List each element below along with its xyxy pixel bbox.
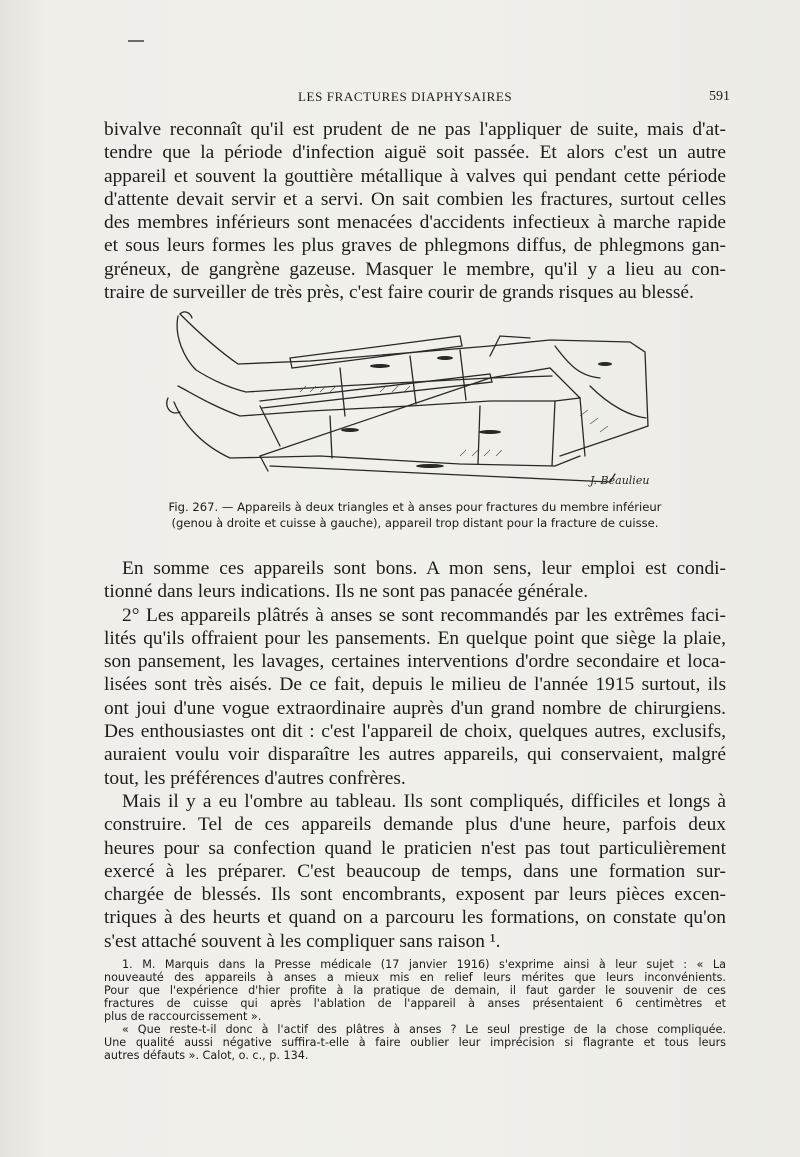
text-line: bivalve reconnaît qu'il est prudent de ne pas l'appliquer de suite, mais d'at- xyxy=(104,119,726,140)
artist-signature: J. Beaulieu xyxy=(590,474,650,487)
footnote-line: Pour que l'expérience d'hier profite à la pratique de demain, il faut garder le souvenir de ces xyxy=(104,984,726,997)
splint-drawing xyxy=(160,306,665,496)
footnote-line: Une qualité aussi négative suffira-t-elle à faire oublier leur imprécision si flagrante et tous leurs xyxy=(104,1036,726,1049)
text-line: exercé à les préparer. C'est beaucoup de temps, dans une formation sur- xyxy=(104,860,726,882)
page-number: 591 xyxy=(709,89,730,104)
text-line: et sous leurs formes les plus graves de phlegmons diffus, de phlegmons gan- xyxy=(104,235,726,257)
text-line: tendre que la période d'infection aiguë soit passée. Et alors c'est un autre xyxy=(104,142,726,164)
text-line: En somme ces appareils sont bons. A mon sens, leur emploi est condi- xyxy=(122,558,726,579)
text-line: Mais il y a eu l'ombre au tableau. Ils sont compliqués, difficiles et longs à xyxy=(122,790,726,812)
running-head xyxy=(100,89,730,111)
footnote-line: plus de raccourcissement ». xyxy=(104,1010,262,1023)
text-line: tionné dans leurs indications. Ils ne sont pas panacée générale. xyxy=(104,581,589,603)
text-line: d'attente devait servir et a servi. On sait combien les fractures, surtout celles xyxy=(104,188,726,210)
text-line: chargée de blessés. Ils sont encombrants, exposent par leurs pièces excen- xyxy=(104,884,726,906)
paragraph-block-top xyxy=(104,118,726,304)
footnote-line: autres défauts ». Calot, o. c., p. 134. xyxy=(104,1049,309,1062)
caption-line: (genou à droite et cuisse à gauche), appareil trop distant pour la fracture de cuisse. xyxy=(171,516,659,530)
figure-leg-splint-illustration xyxy=(160,306,665,496)
text-line: gréneux, de gangrène gazeuse. Masquer le membre, qu'il y a lieu au con- xyxy=(104,258,726,280)
text-line: tout, les préférences d'autres confrères. xyxy=(104,767,406,789)
text-line: traire de surveiller de très près, c'est faire courir de grands risques au blessé. xyxy=(104,282,694,304)
text-line: lités qu'ils offraient pour les pansements. En quelque point que siège la plaie, xyxy=(104,627,726,649)
footnotes xyxy=(104,958,726,1062)
text-line: Des enthousiastes ont dit : c'est l'appareil de choix, quelques autres, exclusifs, xyxy=(104,721,726,743)
caption-line: Fig. 267. — Appareils à deux triangles et à anses pour fractures du membre inférieur xyxy=(168,500,662,514)
footnote-line: 1. M. Marquis dans la Presse médicale (17 janvier 1916) s'exprime ainsi à leur sujet : « La xyxy=(122,958,726,971)
footnote-line: nouveauté des appareils à anses a mieux mis en relief leurs mérites que leurs inconvénients. xyxy=(104,971,726,984)
text-line: s'est attaché souvent à les compliquer sans raison ¹. xyxy=(104,930,501,952)
text-line: 2° Les appareils plâtrés à anses se sont recommandés par les extrêmes faci- xyxy=(122,604,726,626)
text-line: des membres inférieurs sont menacées d'accidents infectieux à marche rapide xyxy=(104,212,726,234)
text-line: son pansement, les lavages, certaines interventions d'ordre secondaire et loca- xyxy=(104,651,726,673)
text-line: triques à des heurts et quand on a parcouru les formations, on constate qu'on xyxy=(104,907,726,929)
text-line: ont joui d'une vogue extraordinaire auprès d'un grand nombre de chirurgiens. xyxy=(104,697,726,719)
text-line: lisées sont très aisés. De ce fait, depuis le milieu de l'année 1915 surtout, ils xyxy=(104,674,726,696)
running-title: LES FRACTURES DIAPHYSAIRES xyxy=(298,89,513,104)
text-line: construire. Tel de ces appareils demande plus d'une heure, parfois deux xyxy=(104,814,726,836)
paragraph-block-bottom xyxy=(104,557,726,953)
margin-mark xyxy=(128,40,144,42)
text-line: auraient voulu voir disparaître les autres appareils, qui conservaient, malgré xyxy=(104,744,726,766)
figure-caption xyxy=(104,499,726,531)
text-line: heures pour sa confection quand le praticien n'est pas tout particulièrement xyxy=(104,837,726,859)
footnote-line: fractures de cuisse qui après l'ablation de l'appareil à anses présentaient 6 centimètres et xyxy=(104,997,726,1010)
footnote-line: « Que reste-t-il donc à l'actif des plâtres à anses ? Le seul prestige de la chose compliquée. xyxy=(122,1023,726,1036)
text-line: appareil et souvent la gouttière métallique à valves qui pendant cette période xyxy=(104,165,726,187)
